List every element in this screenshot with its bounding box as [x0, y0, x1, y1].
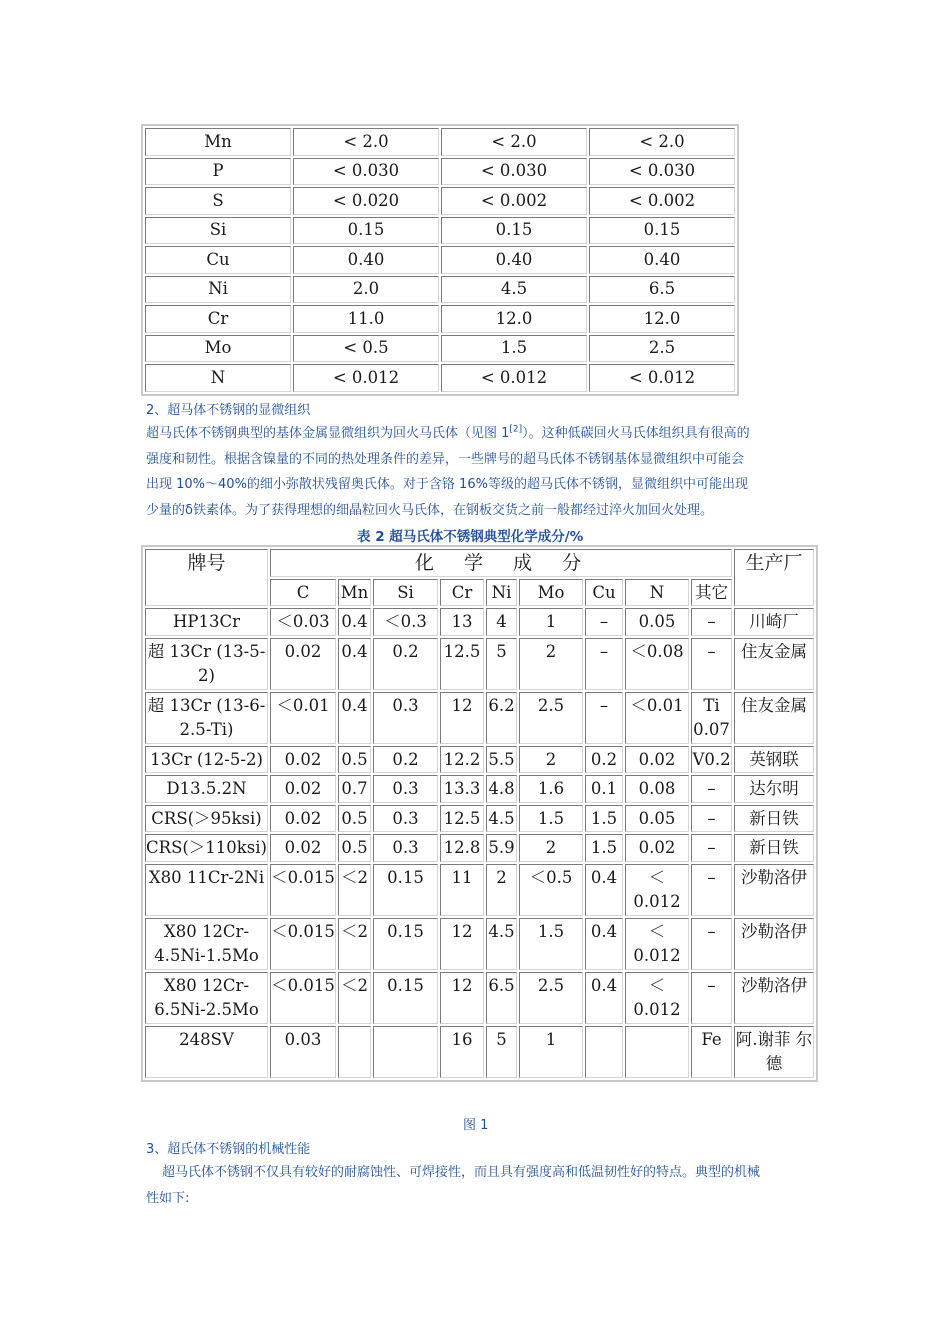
table-row — [145, 746, 814, 774]
header-element: 其它 — [691, 579, 732, 607]
value-cell: ＜0.01 — [625, 692, 689, 744]
value-cell: 0.5 — [338, 834, 371, 862]
value-cell: ＜2 — [338, 918, 371, 970]
value-cell: ＜0.015 — [270, 972, 336, 1024]
value-cell: ＜0.5 — [519, 864, 583, 916]
table-row — [145, 1026, 814, 1078]
value-cell: < 2.0 — [589, 128, 735, 156]
maker-cell: 达尔明 — [734, 775, 814, 803]
value-cell: 16 — [440, 1026, 484, 1078]
value-cell: – — [691, 972, 732, 1024]
maker-cell: 沙勒洛伊 — [734, 918, 814, 970]
table-row — [145, 246, 735, 274]
value-cell: ＜ 0.012 — [625, 864, 689, 916]
value-cell: 0.15 — [373, 918, 438, 970]
value-cell: 1.5 — [519, 918, 583, 970]
value-cell: 0.5 — [338, 746, 371, 774]
value-cell: 0.1 — [585, 775, 623, 803]
value-cell: 13 — [440, 608, 484, 636]
grade-cell: 13Cr (12-5-2) — [145, 746, 268, 774]
value-cell: 0.5 — [338, 805, 371, 833]
value-cell: 1.5 — [441, 335, 587, 363]
value-cell: 0.40 — [293, 246, 439, 274]
value-cell: ＜0.3 — [373, 608, 438, 636]
value-cell: 12.5 — [440, 805, 484, 833]
value-cell: 0.2 — [585, 746, 623, 774]
value-cell: < 2.0 — [441, 128, 587, 156]
value-cell: ＜0.015 — [270, 918, 336, 970]
value-cell: 0.4 — [338, 692, 371, 744]
value-cell: 0.3 — [373, 775, 438, 803]
header-element: Cu — [585, 579, 623, 607]
value-cell: – — [691, 834, 732, 862]
element-cell: N — [145, 364, 291, 392]
header-element: N — [625, 579, 689, 607]
value-cell: 0.15 — [373, 864, 438, 916]
value-cell: 0.15 — [373, 972, 438, 1024]
value-cell: ＜2 — [338, 972, 371, 1024]
value-cell: 12 — [440, 972, 484, 1024]
paragraph-line-3: 出现 10%～40%的细小弥散状残留奥氏体。对于含铬 16%等级的超马氏体不锈钢，显微组织中可能出现 — [146, 477, 748, 492]
maker-cell: 住友金属 — [734, 692, 814, 744]
value-cell: Fe — [691, 1026, 732, 1078]
maker-cell: 新日铁 — [734, 805, 814, 833]
value-cell: 0.4 — [338, 608, 371, 636]
table-row — [145, 805, 814, 833]
table-row — [145, 217, 735, 245]
value-cell: 12.2 — [440, 746, 484, 774]
value-cell: – — [691, 805, 732, 833]
value-cell: 0.02 — [270, 834, 336, 862]
value-cell: 0.15 — [589, 217, 735, 245]
value-cell: 0.40 — [441, 246, 587, 274]
value-cell: 4.5 — [486, 805, 517, 833]
value-cell: 5 — [486, 638, 517, 690]
value-cell: – — [585, 638, 623, 690]
value-cell: ＜0.08 — [625, 638, 689, 690]
value-cell: – — [691, 864, 732, 916]
value-cell: – — [585, 608, 623, 636]
table-row — [145, 775, 814, 803]
table-row — [145, 187, 735, 215]
composition-table-continued — [141, 124, 739, 396]
header-element: Ni — [486, 579, 517, 607]
grade-cell: CRS(＞110ksi) — [145, 834, 268, 862]
header-element: C — [270, 579, 336, 607]
value-cell: 0.7 — [338, 775, 371, 803]
value-cell: 11 — [440, 864, 484, 916]
value-cell: 0.03 — [270, 1026, 336, 1078]
value-cell: 0.02 — [270, 746, 336, 774]
value-cell: 0.3 — [373, 692, 438, 744]
value-cell: 0.4 — [338, 638, 371, 690]
value-cell: 0.15 — [441, 217, 587, 245]
section-3-paragraph — [146, 1160, 816, 1211]
value-cell: < 0.012 — [293, 364, 439, 392]
element-cell: Cu — [145, 246, 291, 274]
value-cell: 0.02 — [270, 775, 336, 803]
paragraph-line-1: 超马氏体不锈钢不仅具有较好的耐腐蚀性、可焊接性，而且具有强度高和低温韧性好的特点。典型的机械 — [162, 1165, 761, 1180]
value-cell: 2 — [486, 864, 517, 916]
value-cell: – — [691, 918, 732, 970]
table-2-caption: 表 2 超马氏体不锈钢典型化学成分/% — [357, 529, 584, 545]
value-cell: 12 — [440, 692, 484, 744]
value-cell: 11.0 — [293, 305, 439, 333]
value-cell: < 0.012 — [441, 364, 587, 392]
value-cell: ＜0.015 — [270, 864, 336, 916]
value-cell: 1.5 — [585, 834, 623, 862]
element-cell: P — [145, 158, 291, 186]
table-row — [145, 692, 814, 744]
value-cell: 2.5 — [519, 972, 583, 1024]
grade-cell: X80 12Cr- 6.5Ni-2.5Mo — [145, 972, 268, 1024]
value-cell: V0.2 — [691, 746, 732, 774]
value-cell: 6.5 — [486, 972, 517, 1024]
maker-cell: 沙勒洛伊 — [734, 864, 814, 916]
header-element: Mn — [338, 579, 371, 607]
table-row — [145, 638, 814, 690]
value-cell: 12 — [440, 918, 484, 970]
value-cell: 12.0 — [589, 305, 735, 333]
value-cell: < 0.030 — [589, 158, 735, 186]
value-cell: < 2.0 — [293, 128, 439, 156]
value-cell: 0.40 — [589, 246, 735, 274]
paragraph-line-4: 少量的δ铁素体。为了获得理想的细晶粒回火马氏体，在钢板交货之前一般都经过淬火加回火处理。 — [146, 502, 713, 518]
value-cell: < 0.020 — [293, 187, 439, 215]
table-row — [145, 305, 735, 333]
element-cell: Si — [145, 217, 291, 245]
value-cell: 5.5 — [486, 746, 517, 774]
value-cell: 0.02 — [625, 746, 689, 774]
value-cell: ＜0.03 — [270, 608, 336, 636]
maker-cell: 新日铁 — [734, 834, 814, 862]
table-header-row — [145, 549, 814, 577]
value-cell: < 0.030 — [293, 158, 439, 186]
element-cell: S — [145, 187, 291, 215]
maker-cell: 川崎厂 — [734, 608, 814, 636]
table-row — [145, 335, 735, 363]
value-cell: 2 — [519, 638, 583, 690]
value-cell: 0.3 — [373, 834, 438, 862]
value-cell: 4.5 — [441, 276, 587, 304]
value-cell: 0.2 — [373, 638, 438, 690]
table-row — [145, 276, 735, 304]
value-cell: 0.05 — [625, 608, 689, 636]
value-cell: 0.08 — [625, 775, 689, 803]
header-element: Mo — [519, 579, 583, 607]
grade-cell: CRS(＞95ksi) — [145, 805, 268, 833]
value-cell: 0.2 — [373, 746, 438, 774]
grade-cell: 超 13Cr (13-5-2) — [145, 638, 268, 690]
value-cell: – — [691, 638, 732, 690]
table-row — [145, 128, 735, 156]
value-cell: 0.02 — [270, 638, 336, 690]
value-cell: < 0.5 — [293, 335, 439, 363]
table-row — [145, 972, 814, 1024]
value-cell: – — [585, 692, 623, 744]
grade-cell: 248SV — [145, 1026, 268, 1078]
value-cell: 1 — [519, 1026, 583, 1078]
value-cell — [625, 1026, 689, 1078]
citation-ref[interactable]: [2] — [509, 424, 523, 435]
value-cell: ＜2 — [338, 864, 371, 916]
value-cell — [585, 1026, 623, 1078]
value-cell: 12.8 — [440, 834, 484, 862]
value-cell: ＜0.01 — [270, 692, 336, 744]
table-row — [145, 918, 814, 970]
value-cell: 2.5 — [519, 692, 583, 744]
value-cell: 0.3 — [373, 805, 438, 833]
value-cell: 12.5 — [440, 638, 484, 690]
value-cell: 5 — [486, 1026, 517, 1078]
section-2-paragraph — [146, 421, 816, 523]
value-cell: Ti 0.07 — [691, 692, 732, 744]
grade-cell: D13.5.2N — [145, 775, 268, 803]
section-3-heading: 3、超氏体不锈钢的机械性能 — [146, 1142, 311, 1157]
value-cell: < 0.012 — [589, 364, 735, 392]
table-row — [145, 608, 814, 636]
value-cell: 0.4 — [585, 972, 623, 1024]
element-cell: Mn — [145, 128, 291, 156]
value-cell: 6.5 — [589, 276, 735, 304]
value-cell: 0.4 — [585, 918, 623, 970]
value-cell: 0.02 — [625, 834, 689, 862]
table-row — [145, 864, 814, 916]
value-cell: 2 — [519, 834, 583, 862]
grade-cell: HP13Cr — [145, 608, 268, 636]
value-cell: 2.0 — [293, 276, 439, 304]
value-cell: < 0.002 — [441, 187, 587, 215]
composition-table-2 — [141, 545, 818, 1082]
header-element: Si — [373, 579, 438, 607]
header-element: Cr — [440, 579, 484, 607]
value-cell: ＜ 0.012 — [625, 972, 689, 1024]
value-cell: 0.05 — [625, 805, 689, 833]
paragraph-line-1: 超马氏体不锈钢典型的基体金属显微组织为回火马氏体（见图 1[2]）。这种低碳回火马氏体组织具有很高的 — [146, 424, 750, 441]
grade-cell: X80 11Cr-2Ni — [145, 864, 268, 916]
element-cell: Ni — [145, 276, 291, 304]
table-row — [145, 364, 735, 392]
maker-cell: 住友金属 — [734, 638, 814, 690]
value-cell: 0.15 — [293, 217, 439, 245]
element-cell: Mo — [145, 335, 291, 363]
value-cell: 4 — [486, 608, 517, 636]
value-cell: 1.5 — [585, 805, 623, 833]
value-cell: 12.0 — [441, 305, 587, 333]
value-cell: 4.8 — [486, 775, 517, 803]
value-cell: < 0.030 — [441, 158, 587, 186]
value-cell: 0.4 — [585, 864, 623, 916]
header-composition: 化 学 成 分 — [270, 549, 732, 577]
value-cell: 6.2 — [486, 692, 517, 744]
grade-cell: X80 12Cr- 4.5Ni-1.5Mo — [145, 918, 268, 970]
table-row — [145, 158, 735, 186]
value-cell — [373, 1026, 438, 1078]
value-cell: 2.5 — [589, 335, 735, 363]
value-cell: ＜ 0.012 — [625, 918, 689, 970]
paragraph-line-2: 强度和韧性。根据含镍量的不同的热处理条件的差异，一些牌号的超马氏体不锈钢基体显微组织中可能会 — [146, 451, 745, 467]
value-cell: – — [691, 608, 732, 636]
paragraph-line-2: 性如下: — [146, 1190, 190, 1206]
value-cell: 4.5 — [486, 918, 517, 970]
value-cell: – — [691, 775, 732, 803]
value-cell: 13.3 — [440, 775, 484, 803]
value-cell — [338, 1026, 371, 1078]
value-cell: 0.02 — [270, 805, 336, 833]
section-2-heading: 2、超马体不锈钢的显微组织 — [146, 403, 311, 418]
grade-cell: 超 13Cr (13-6-2.5-Ti) — [145, 692, 268, 744]
value-cell: 1.6 — [519, 775, 583, 803]
maker-cell: 英钢联 — [734, 746, 814, 774]
value-cell: 5.9 — [486, 834, 517, 862]
element-cell: Cr — [145, 305, 291, 333]
value-cell: 2 — [519, 746, 583, 774]
maker-cell: 沙勒洛伊 — [734, 972, 814, 1024]
value-cell: 1 — [519, 608, 583, 636]
maker-cell: 阿.谢菲 尔德 — [734, 1026, 814, 1078]
table-row — [145, 834, 814, 862]
figure-1-label: 图 1 — [463, 1118, 489, 1133]
header-maker: 生产厂 — [734, 549, 814, 606]
value-cell: < 0.002 — [589, 187, 735, 215]
header-grade: 牌号 — [145, 549, 268, 606]
value-cell: 1.5 — [519, 805, 583, 833]
